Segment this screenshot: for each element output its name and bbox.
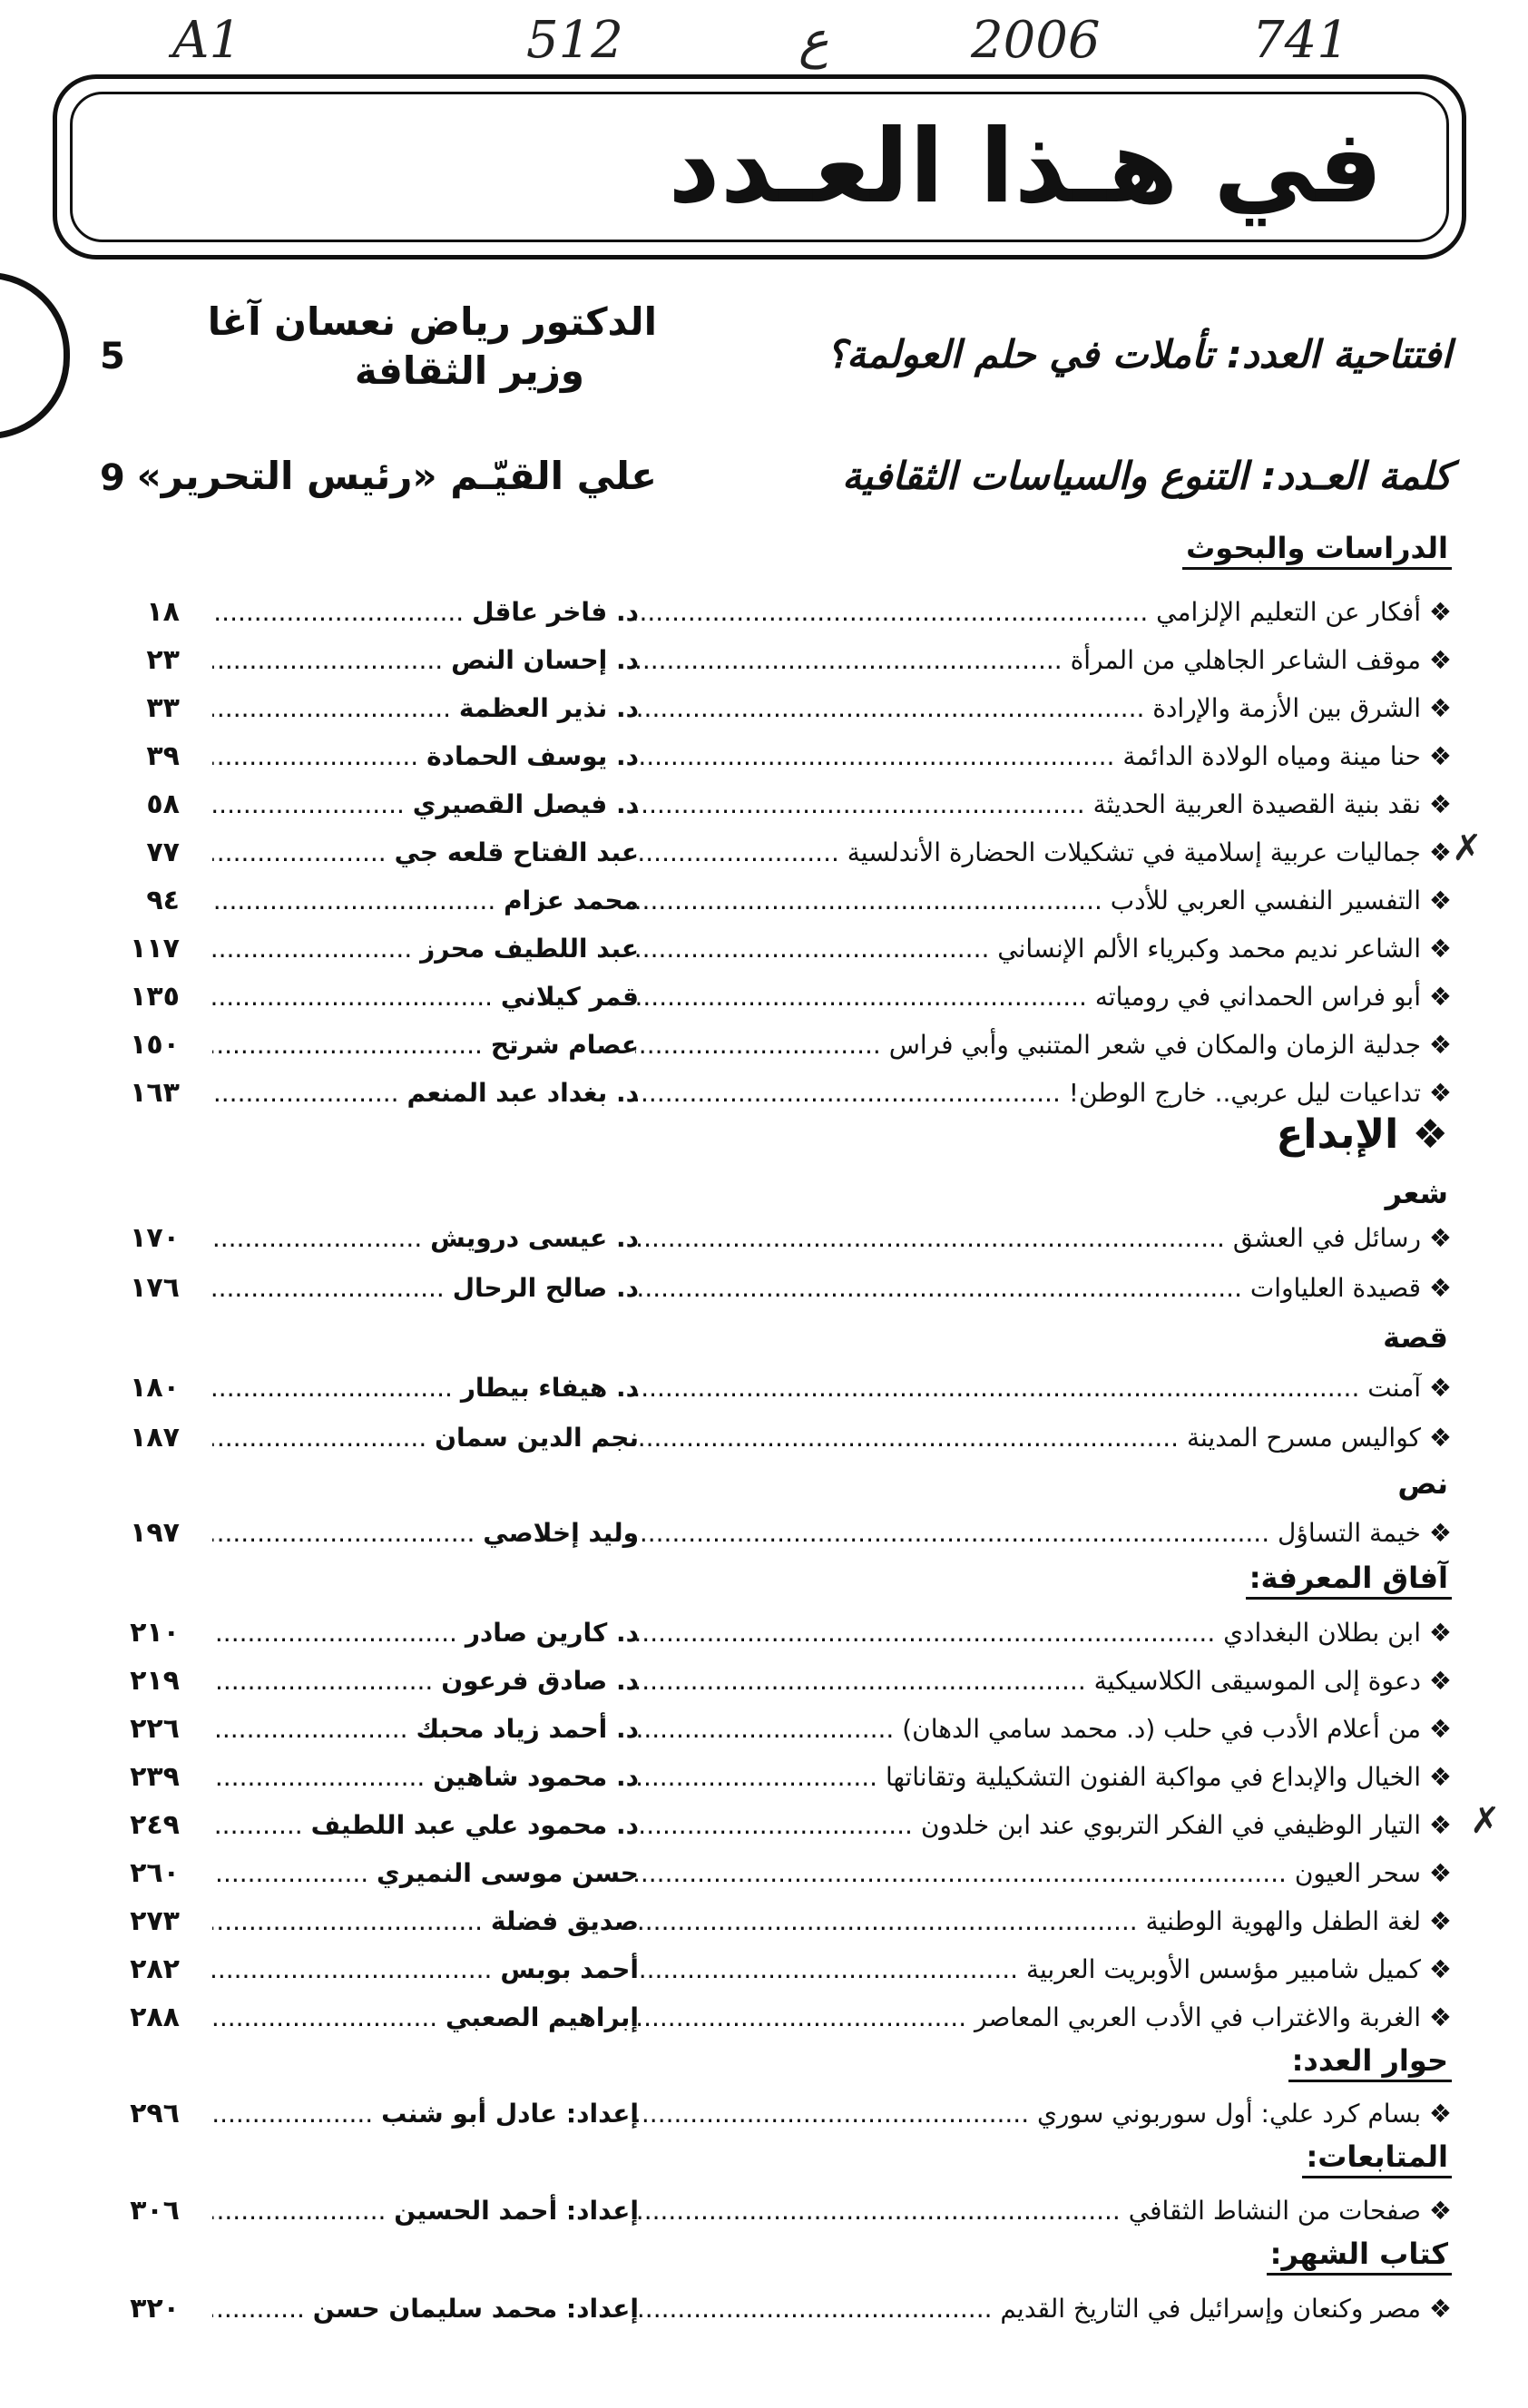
entry-page: ٩٤	[146, 885, 180, 916]
entry-author: د. إحسان النص .....	[212, 638, 639, 683]
toc-entry	[0, 1216, 1528, 1261]
toc-entry	[0, 638, 1528, 683]
section-heading-creativity: ❖ الإبداع	[1276, 1111, 1448, 1158]
entry-article: ❖ لغة الطفل والهوية الوطنية .....	[635, 1899, 1452, 1944]
section-heading-horizons: آفاق المعرفة:	[1246, 1561, 1452, 1600]
toc-entry	[0, 1415, 1528, 1461]
subsection-heading-story: قصة	[1383, 1320, 1448, 1355]
entry-article: ❖ آمنت .....	[635, 1366, 1452, 1411]
entry-author: د. فاخر عاقل .....	[212, 590, 639, 635]
toc-entry	[0, 1851, 1528, 1896]
entry-page: ١٥٠	[130, 1029, 180, 1061]
entry-page: ٣٩	[146, 740, 180, 772]
section-heading-book: كتاب الشهر:	[1267, 2237, 1452, 2276]
entry-article: ❖ أبو فراس الحمداني في رومياته .....	[635, 974, 1452, 1020]
toc-entry	[0, 1023, 1528, 1068]
entry-article: ❖ كواليس مسرح المدينة .....	[635, 1415, 1452, 1461]
handwritten-code-1: A1	[172, 11, 242, 70]
entry-article: ❖ رسائل في العشق .....	[635, 1216, 1452, 1261]
entry-page: 5	[100, 336, 125, 377]
entry-author: عصام شرتح .....	[212, 1023, 639, 1068]
entry-author: قمر كيلاني .....	[212, 974, 639, 1020]
entry-page: ١٦٣	[130, 1077, 180, 1109]
entry-author-role: وزير الثقافة	[354, 348, 584, 393]
entry-article: ❖ الشاعر نديم محمد وكبرياء الألم الإنساني .....	[635, 926, 1452, 972]
toc-entry	[0, 1803, 1528, 1848]
entry-author: د. يوسف الحمادة .....	[212, 734, 639, 779]
entry-page: ٢٩٦	[130, 2098, 180, 2129]
toc-entry	[0, 734, 1528, 779]
entry-article: ❖ مصر وكنعان وإسرائيل في التاريخ القديم .....	[635, 2286, 1452, 2332]
handwritten-year: 2006	[971, 11, 1101, 70]
entry-author: نجم الدين سمان .....	[212, 1415, 639, 1461]
toc-entry	[0, 1755, 1528, 1800]
entry-page: ٣٣	[146, 692, 180, 724]
entry-author: عبد اللطيف محرز .....	[212, 926, 639, 972]
handwritten-code-3: ع	[798, 11, 829, 70]
entry-author: د. بغداد عبد المنعم .....	[212, 1071, 639, 1116]
entry-page: ٢١٩	[130, 1665, 180, 1697]
entry-article: ❖ جدلية الزمان والمكان في شعر المتنبي وأبي فراس .....	[635, 1023, 1452, 1068]
entry-author: إعداد: أحمد الحسين .....	[212, 2188, 639, 2234]
entry-author: إبراهيم الصعبي .....	[212, 1995, 639, 2041]
toc-entry	[0, 1071, 1528, 1116]
subsection-heading-poetry: شعر	[1385, 1176, 1448, 1210]
page-title: في هـذا العـدد	[668, 108, 1383, 226]
entry-article: ❖ كميل شامبير مؤسس الأوبريت العربية .....	[635, 1947, 1452, 1992]
entry-author: أحمد بوبس .....	[212, 1947, 639, 1992]
entry-article: ❖ الخيال والإبداع في مواكبة الفنون التشكيلية وتقاناتها .....	[635, 1755, 1452, 1800]
toc-entry	[0, 1947, 1528, 1992]
section-heading-interview: حوار العدد:	[1288, 2043, 1452, 2082]
toc-entry	[0, 1995, 1528, 2041]
entry-article: ❖ سحر العيون .....	[635, 1851, 1452, 1896]
entry-page: ٧٧	[146, 837, 180, 868]
entry-page: ٢٣٩	[130, 1761, 180, 1793]
entry-author: د. محمود علي عبد اللطيف .....	[212, 1803, 639, 1848]
entry-page: ١٨	[146, 596, 180, 628]
entry-page: ٥٨	[146, 788, 180, 820]
entry-page: ١٧٦	[130, 1272, 180, 1304]
entry-author: د. فيصل القصيري .....	[212, 782, 639, 827]
handwritten-x-mark: ✗	[1452, 827, 1483, 869]
entry-article: ❖ خيمة التساؤل .....	[635, 1511, 1452, 1556]
entry-page: ٢٤٩	[130, 1809, 180, 1841]
subsection-heading-text: نص	[1397, 1466, 1448, 1501]
entry-article: افتتاحية العدد: تأملات في حلم العولمة؟	[826, 332, 1452, 377]
toc-entry	[0, 2286, 1528, 2332]
toc-entry	[0, 1511, 1528, 1556]
entry-article: كلمة العـدد: التنوع والسياسات الثقافية	[842, 454, 1452, 498]
entry-article: ❖ الغربة والاغتراب في الأدب العربي المعاصر .....	[635, 1995, 1452, 2041]
toc-entry	[0, 1366, 1528, 1411]
entry-article: ❖ نقد بنية القصيدة العربية الحديثة .....	[635, 782, 1452, 827]
toc-entry	[0, 590, 1528, 635]
toc-entry	[0, 1707, 1528, 1752]
entry-article: ❖ موقف الشاعر الجاهلي من المرأة .....	[635, 638, 1452, 683]
section-heading-followups: المتابعات:	[1302, 2139, 1452, 2178]
entry-page: ٢٨٢	[130, 1953, 180, 1985]
title-frame	[53, 74, 1466, 259]
entry-author: وليد إخلاصي .....	[212, 1511, 639, 1556]
entry-author: د. صالح الرحال .....	[212, 1266, 639, 1311]
entry-author: د. صادق فرعون .....	[212, 1659, 639, 1704]
entry-page: ١٧٠	[130, 1222, 180, 1254]
toc-entry	[0, 878, 1528, 924]
entry-page: ٣٢٠	[130, 2293, 180, 2325]
entry-article: ❖ صفحات من النشاط الثقافي .....	[635, 2188, 1452, 2234]
toc-entry	[0, 2091, 1528, 2137]
entry-article: ❖ دعوة إلى الموسيقى الكلاسيكية .....	[635, 1659, 1452, 1704]
entry-article: ❖ الشرق بين الأزمة والإرادة .....	[635, 686, 1452, 731]
entry-page: ١٨٠	[130, 1372, 180, 1404]
entry-article: ❖ ابن بطلان البغدادي .....	[635, 1610, 1452, 1656]
entry-article: ❖ التيار الوظيفي في الفكر التربوي عند ابن خلدون .....	[635, 1803, 1452, 1848]
entry-article: ❖ قصيدة العلياوات .....	[635, 1266, 1452, 1311]
entry-page: ١٣٥	[130, 981, 180, 1013]
toc-entry	[0, 1659, 1528, 1704]
toc-entry	[0, 782, 1528, 827]
entry-page: 9	[100, 457, 125, 499]
entry-page: ١٩٧	[130, 1517, 180, 1549]
editor-entry	[0, 445, 1528, 535]
entry-article: ❖ من أعلام الأدب في حلب (د. محمد سامي الدهان) .....	[635, 1707, 1452, 1752]
entry-article: ❖ حنا مينة ومياه الولادة الدائمة .....	[635, 734, 1452, 779]
entry-page: ٢٢٦	[130, 1713, 180, 1745]
entry-author: د. محمود شاهين .....	[212, 1755, 639, 1800]
entry-author: حسن موسى النميري .....	[212, 1851, 639, 1896]
toc-entry	[0, 830, 1528, 876]
entry-article: ❖ التفسير النفسي العربي للأدب .....	[635, 878, 1452, 924]
toc-entry	[0, 926, 1528, 972]
toc-entry	[0, 974, 1528, 1020]
entry-page: ٢٦٠	[130, 1857, 180, 1889]
toc-entry	[0, 686, 1528, 731]
entry-author: د. نذير العظمة .....	[212, 686, 639, 731]
entry-author: الدكتور رياض نعسان آغا	[207, 299, 657, 344]
entry-author: د. عيسى درويش .....	[212, 1216, 639, 1261]
handwritten-code-4: 741	[1252, 11, 1349, 70]
handwritten-code-2: 512	[526, 11, 623, 70]
entry-page: ٢٧٣	[130, 1905, 180, 1937]
entry-author: د. كارين صادر .....	[212, 1610, 639, 1656]
entry-page: ١١٧	[130, 933, 180, 964]
editorial-entry	[0, 299, 1528, 393]
entry-author: إعداد: عادل أبو شنب .....	[212, 2091, 639, 2137]
entry-author: د. هيفاء بيطار .....	[212, 1366, 639, 1411]
entry-author: علي القيّـم «رئيس التحرير»	[136, 454, 657, 498]
entry-page: ٢١٠	[130, 1617, 180, 1649]
entry-page: ٢٣	[146, 644, 180, 676]
toc-entry	[0, 1266, 1528, 1311]
entry-article: ❖ تداعيات ليل عربي.. خارج الوطن! .....	[635, 1071, 1452, 1116]
entry-author: محمد عزام .....	[212, 878, 639, 924]
section-heading-studies: الدراسات والبحوث	[1182, 531, 1452, 570]
toc-entry	[0, 1610, 1528, 1656]
title-frame-inner	[70, 92, 1449, 242]
entry-page: ٢٨٨	[130, 2002, 180, 2033]
toc-entry	[0, 2188, 1528, 2234]
toc-entry	[0, 1899, 1528, 1944]
entry-author: إعداد: محمد سليمان حسن .....	[212, 2286, 639, 2332]
entry-article: ❖ بسام كرد علي: أول سوربوني سوري .....	[635, 2091, 1452, 2137]
entry-article: ❖ جماليات عربية إسلامية في تشكيلات الحضارة الأندلسية .....	[635, 830, 1452, 876]
entry-page: ٣٠٦	[130, 2195, 180, 2227]
entry-author: صديق فضلة .....	[212, 1899, 639, 1944]
entry-article: ❖ أفكار عن التعليم الإلزامي .....	[635, 590, 1452, 635]
entry-page: ١٨٧	[130, 1422, 180, 1454]
handwritten-x-mark: ✗	[1470, 1800, 1501, 1842]
entry-author: د. أحمد زياد محبك .....	[212, 1707, 639, 1752]
entry-author: عبد الفتاح قلعه جي .....	[212, 830, 639, 876]
